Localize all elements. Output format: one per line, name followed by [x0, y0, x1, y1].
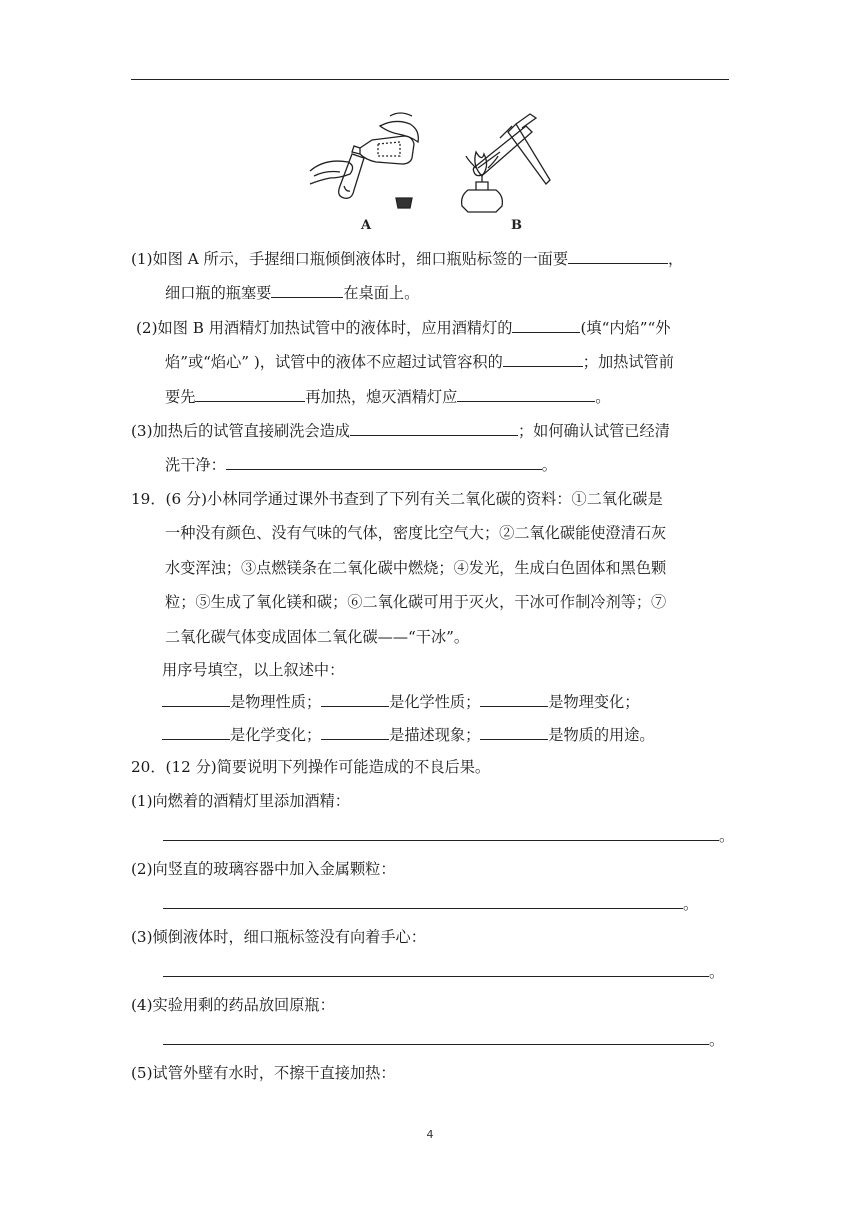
q18-p2c-text: 要先: [165, 388, 196, 406]
q19-line4: 粒；⑤生成了氧化镁和碳；⑥二氧化碳可用于灭火，干冰可作制冷剂等；⑦: [165, 593, 667, 611]
page-number: 4: [426, 1128, 434, 1141]
q19-line5: 二氧化碳气体变成固体二氧化碳——“干冰”。: [165, 628, 470, 646]
q19-instruction: 用序号填空，以上叙述中：: [162, 661, 345, 679]
q18-p3-end: ；如何确认试管已经清: [517, 422, 670, 440]
q18-part2-line1: [136, 317, 670, 338]
q18-p1-end: ，: [668, 250, 684, 268]
q20-item-5: (5)试管外壁有水时，不擦干直接加热：: [131, 1064, 396, 1082]
q18-p2c-mid: 再加热，熄灭酒精灯应: [305, 388, 458, 406]
q18-part2-line3: [165, 386, 610, 407]
q18-p2b-text: 焰”或“焰心” )，试管中的液体不应超过试管容积的: [165, 353, 503, 371]
q20-answer-line-3: [163, 961, 724, 982]
q18-p1-text: (1)如图 A 所示，手握细口瓶倾倒液体时，细口瓶贴标签的一面要: [131, 250, 569, 268]
answer-blank[interactable]: [503, 351, 583, 367]
answer-blank[interactable]: [195, 386, 305, 402]
figure-b-label: B: [511, 218, 522, 233]
q19-fill-label: 是物理变化；: [548, 693, 640, 711]
q18-part3-line2: [165, 454, 557, 475]
q20-item-1: (1)向燃着的酒精灯里添加酒精：: [131, 792, 350, 810]
q19-fill-row2: [162, 724, 655, 745]
q19-fill-label: 是化学变化；: [230, 726, 322, 744]
q20-item-4: (4)实验用剩的药品放回原瓶：: [131, 996, 335, 1014]
answer-blank[interactable]: [163, 1029, 709, 1045]
q20-title: 20．(12 分)简要说明下列操作可能造成的不良后果。: [131, 758, 491, 776]
q18-part1-line2: [165, 282, 419, 303]
answer-blank[interactable]: [162, 724, 230, 740]
answer-blank[interactable]: [271, 282, 343, 298]
q20-answer-line-1: [163, 825, 734, 846]
q19-line1: 19．(6 分)小林同学通过课外书查到了下列有关二氧化碳的资料：①二氧化碳是: [131, 490, 663, 508]
q18-p3-text: (3)加热后的试管直接刷洗会造成: [131, 422, 350, 440]
q19-line2: 一种没有颜色、没有气味的气体，密度比空气大；②二氧化碳能使澄清石灰: [165, 524, 667, 542]
answer-blank[interactable]: [480, 691, 548, 707]
q20-end: 。: [709, 963, 725, 981]
answer-blank[interactable]: [457, 386, 595, 402]
answer-blank[interactable]: [480, 724, 548, 740]
answer-blank[interactable]: [568, 248, 668, 264]
q18-p3b-text: 洗干净：: [165, 456, 226, 474]
q20-end: 。: [709, 1031, 725, 1049]
q18-part2-line2: [165, 351, 674, 372]
q20-answer-line-2: [163, 893, 698, 914]
q18-p1b-end: 在桌面上。: [343, 284, 420, 302]
answer-blank[interactable]: [163, 893, 683, 909]
answer-blank[interactable]: [512, 317, 580, 333]
q18-part1-line1: [131, 248, 683, 269]
answer-blank[interactable]: [350, 420, 518, 436]
answer-blank[interactable]: [321, 691, 389, 707]
q20-end: 。: [719, 827, 735, 845]
q18-part3-line1: [131, 420, 670, 441]
answer-blank[interactable]: [163, 825, 719, 841]
q19-fill-label: 是描述现象；: [389, 726, 481, 744]
q18-p2c-end: 。: [595, 388, 611, 406]
q20-end: 。: [683, 895, 699, 913]
answer-blank[interactable]: [321, 724, 389, 740]
q19-fill-label: 是化学性质；: [389, 693, 481, 711]
answer-blank[interactable]: [163, 961, 709, 977]
q20-item-3: (3)倾倒液体时，细口瓶标签没有向着手心：: [131, 928, 426, 946]
q18-p1b-text: 细口瓶的瓶塞要: [165, 284, 272, 302]
lab-illustration: [300, 96, 560, 236]
figure-b-heating: [462, 114, 550, 212]
q19-fill-label: 是物理性质；: [230, 693, 322, 711]
q20-item-2: (2)向竖直的玻璃容器中加入金属颗粒：: [131, 860, 396, 878]
header-rule: [131, 79, 729, 80]
figure-a-pouring: [310, 113, 418, 208]
q18-p2b-end: ；加热试管前: [582, 353, 674, 371]
q19-fill-row1: [162, 691, 639, 712]
answer-blank[interactable]: [226, 454, 542, 470]
answer-blank[interactable]: [162, 691, 230, 707]
q18-p2-end: (填“内焰”“外: [580, 319, 671, 337]
q18-p2-text: (2)如图 B 用酒精灯加热试管中的液体时，应用酒精灯的: [136, 319, 513, 337]
figure-a-label: A: [361, 218, 372, 233]
q20-answer-line-4: [163, 1029, 724, 1050]
q18-p3b-end: 。: [541, 456, 557, 474]
q19-line3: 水变浑浊；③点燃镁条在二氧化碳中燃烧；④发光，生成白色固体和黑色颗: [165, 559, 667, 577]
q19-fill-label: 是物质的用途。: [548, 726, 655, 744]
